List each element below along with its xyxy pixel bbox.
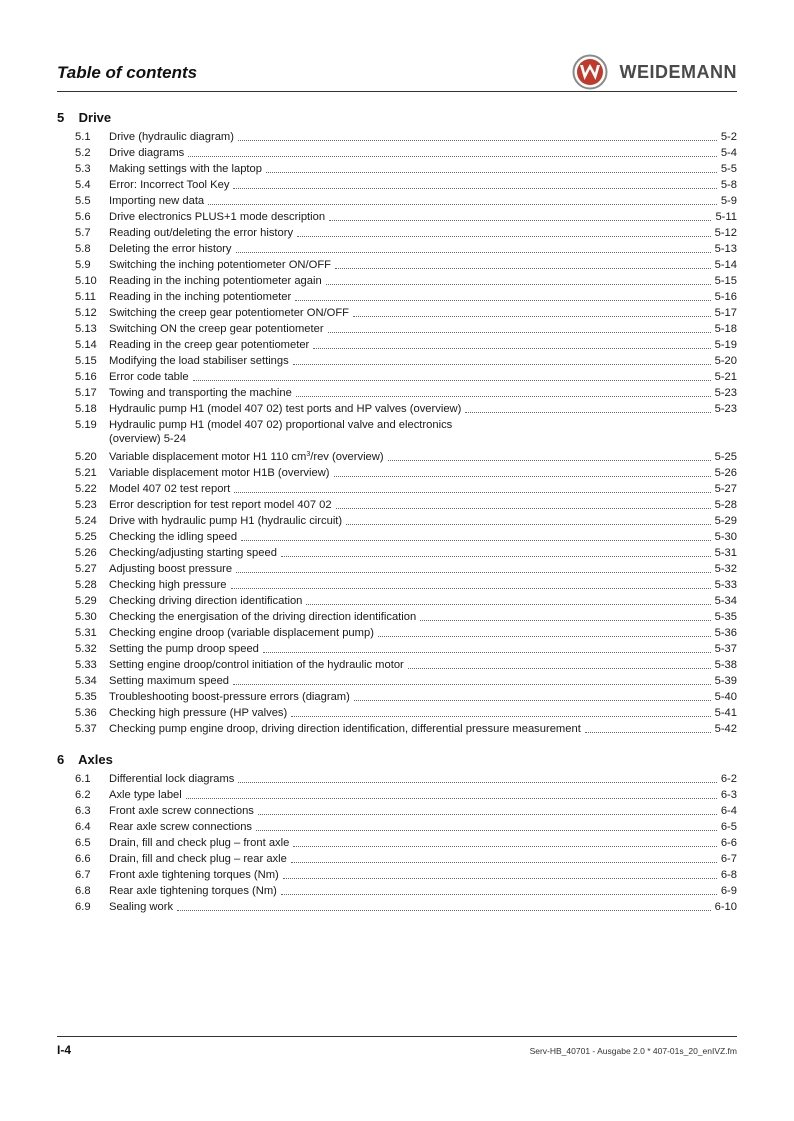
- toc-entry-title-text: Reading in the creep gear potentiometer: [109, 339, 310, 351]
- section-heading: [57, 752, 737, 770]
- toc-entry-page: 5-30: [714, 531, 737, 543]
- toc-entry-title-text: Variable displacement motor H1B (overview): [109, 467, 330, 479]
- toc-entry-title: [109, 402, 461, 416]
- toc-entry-page: 5-15: [714, 275, 737, 287]
- toc-entry-number: 5.26: [75, 547, 97, 559]
- toc-entry[interactable]: [57, 640, 737, 656]
- toc-entry-title: [109, 852, 287, 866]
- toc-entry[interactable]: [57, 818, 737, 834]
- toc-entry-page: 5-9: [720, 195, 737, 207]
- toc-entry-number: 5.7: [75, 227, 91, 239]
- toc-entry[interactable]: [57, 528, 737, 544]
- toc-entry-page: 5-20: [714, 355, 737, 367]
- toc-entry-number: 5.18: [75, 403, 97, 415]
- dot-leader: [408, 667, 711, 669]
- toc-entry[interactable]: [57, 288, 737, 304]
- toc-entry-number: 5.37: [75, 723, 97, 735]
- toc-entry-title-text: Drive electronics PLUS+1 mode description: [109, 211, 326, 223]
- toc-entry[interactable]: [57, 802, 737, 818]
- toc-entry[interactable]: [57, 608, 737, 624]
- toc-entry-title-text: Rear axle screw connections: [109, 821, 253, 833]
- dot-leader: [193, 379, 711, 381]
- toc-entry-title-text: Setting engine droop/control initiation of the hydraulic motor: [109, 659, 404, 671]
- dot-leader: [388, 459, 711, 461]
- toc-entry-title-text: Hydraulic pump H1 (model 407 02) proportional valve and electronics: [109, 419, 453, 431]
- toc-entry-page: 5-38: [714, 659, 737, 671]
- toc-entry-number: 6.8: [75, 885, 91, 897]
- toc-entry-title-text: Drive with hydraulic pump H1 (hydraulic circuit): [109, 515, 343, 527]
- toc-entry-title: [109, 610, 416, 624]
- dot-leader: [281, 555, 711, 557]
- dot-leader: [186, 797, 717, 799]
- toc-entry-title: [109, 900, 173, 914]
- toc-entry-number: 5.29: [75, 595, 97, 607]
- toc-entry[interactable]: [57, 208, 737, 224]
- toc-entry[interactable]: [57, 898, 737, 914]
- toc-entry-title-text: Sealing work: [109, 901, 174, 913]
- toc-entry-page: 5-17: [714, 307, 737, 319]
- toc-entry-title-text: Importing new data: [109, 195, 205, 207]
- toc-entry-number: 5.6: [75, 211, 91, 223]
- toc-entry-title-text: Reading in the inching potentiometer again: [109, 275, 322, 287]
- dot-leader: [236, 571, 710, 573]
- toc-entry-title-text: Error code table: [109, 371, 189, 383]
- toc-entry[interactable]: [57, 544, 737, 560]
- page-number: I-4: [57, 1043, 72, 1057]
- dot-leader: [295, 299, 710, 301]
- toc-entry-title: [109, 674, 229, 688]
- toc-entry-title-text: Axle type label: [109, 789, 182, 801]
- toc-entry-title-text: Modifying the load stabiliser settings: [109, 355, 289, 367]
- toc-entry-title: [109, 722, 581, 736]
- toc-entry-title-text: Reading out/deleting the error history: [109, 227, 294, 239]
- file-reference: Serv-HB_40701 - Ausgabe 2.0 * 407-01s_20_enIVZ.fm: [529, 1046, 737, 1056]
- dot-leader: [353, 315, 711, 317]
- toc-entry-page: 5-19: [714, 339, 737, 351]
- toc-entry-page: 5-42: [714, 723, 737, 735]
- toc-entry-title-text: Front axle screw connections: [109, 805, 254, 817]
- toc-entry-title-text: Switching ON the creep gear potentiometer: [109, 323, 324, 335]
- toc-entry-number: 6.2: [75, 789, 91, 801]
- dot-leader: [378, 635, 711, 637]
- toc-entry-page: 6-10: [714, 901, 737, 913]
- toc-entry-number: 6.7: [75, 869, 91, 881]
- toc-entry-number: 5.28: [75, 579, 97, 591]
- toc-entry-number: 5.24: [75, 515, 97, 527]
- toc-entry-title: [109, 322, 324, 336]
- toc-entry-title: [109, 594, 302, 608]
- toc-entry-title-text: Rear axle tightening torques (Nm): [109, 885, 277, 897]
- toc-entry-list: [57, 770, 737, 914]
- toc-entry[interactable]: [57, 320, 737, 336]
- toc-entry-page: 5-32: [714, 563, 737, 575]
- company-logo: [572, 54, 738, 90]
- dot-leader: [238, 781, 716, 783]
- toc-entry-page: 5-37: [714, 643, 737, 655]
- dot-leader: [328, 331, 711, 333]
- toc-entry-title: [109, 498, 332, 512]
- toc-entry-title: [109, 290, 291, 304]
- toc-entry-number: 5.30: [75, 611, 97, 623]
- toc-entry-number: 5.21: [75, 467, 97, 479]
- toc-entry-title: [109, 578, 227, 592]
- toc-entry-title: [109, 820, 252, 834]
- dot-leader: [291, 715, 710, 717]
- toc-entry[interactable]: [57, 592, 737, 608]
- toc-entry-page: 5-16: [714, 291, 737, 303]
- toc-entry[interactable]: [57, 176, 737, 192]
- toc-entry-title: [109, 772, 234, 786]
- dot-leader: [188, 155, 717, 157]
- toc-entry-page: 5-27: [714, 483, 737, 495]
- toc-entry-title: [109, 482, 230, 496]
- toc-entry-page: 6-2: [720, 773, 737, 785]
- dot-leader: [335, 267, 711, 269]
- toc-entry[interactable]: [57, 464, 737, 480]
- dot-leader: [293, 845, 716, 847]
- toc-entry-title: [109, 194, 204, 208]
- toc-entry-page: 5-5: [720, 163, 737, 175]
- toc-entry[interactable]: [57, 128, 737, 144]
- toc-entry-page: 5-29: [714, 515, 737, 527]
- toc-entry-number: 5.23: [75, 499, 97, 511]
- toc-entry[interactable]: [57, 480, 737, 496]
- toc-entry-title: [109, 530, 237, 544]
- logo-wordmark: WEIDEMANN: [619, 61, 737, 82]
- dot-leader: [313, 347, 710, 349]
- toc-entry-number: 5.8: [75, 243, 91, 255]
- dot-leader: [258, 813, 717, 815]
- section-heading: [57, 110, 737, 128]
- toc-entry-title: [109, 162, 262, 176]
- toc-entry-page: 6-8: [720, 869, 737, 881]
- toc-entry-title: [109, 514, 342, 528]
- toc-entry-page: 6-6: [720, 837, 737, 849]
- toc-entry-number: 5.33: [75, 659, 97, 671]
- dot-leader: [420, 619, 710, 621]
- toc-entry[interactable]: [57, 224, 737, 240]
- toc-entry[interactable]: [57, 336, 737, 352]
- toc-entry-title: [109, 258, 331, 272]
- toc-entry-title-text: Deleting the error history: [109, 243, 232, 255]
- toc-entry-title-text: Making settings with the laptop: [109, 163, 262, 175]
- toc-entry-title-text: Hydraulic pump H1 (model 407 02) test ports and HP valves (overview): [109, 403, 462, 415]
- toc-entry-number: 5.13: [75, 323, 97, 335]
- superscript: 3: [306, 451, 311, 458]
- toc-entry[interactable]: [57, 272, 737, 288]
- toc-entry-title: [109, 210, 325, 224]
- toc-entry-title: [109, 354, 289, 368]
- toc-entry-page: 5-33: [714, 579, 737, 591]
- toc-entry[interactable]: [57, 624, 737, 640]
- toc-entry-title: [109, 642, 259, 656]
- toc-entry-number: 5.2: [75, 147, 91, 159]
- toc-entry-page: 5-31: [714, 547, 737, 559]
- page-header: [57, 54, 737, 94]
- toc-entry-title: [109, 836, 289, 850]
- toc-entry[interactable]: [57, 192, 737, 208]
- dot-leader: [336, 507, 711, 509]
- toc-entry-page: 5-28: [714, 499, 737, 511]
- toc-entry-title-text: Towing and transporting the machine: [109, 387, 292, 399]
- toc-entry[interactable]: [57, 560, 737, 576]
- dot-leader: [326, 283, 711, 285]
- dot-leader: [354, 699, 711, 701]
- toc-entry-title: [109, 306, 349, 320]
- toc-entry-number: 5.25: [75, 531, 97, 543]
- toc-entry-title-text: Variable displacement motor H1 110 cm: [109, 451, 307, 463]
- toc-entry-title-text: Setting the pump droop speed: [109, 643, 259, 655]
- toc-entry[interactable]: [57, 368, 737, 384]
- document-title: Table of contents: [57, 63, 198, 82]
- toc-entry-title: [109, 804, 254, 818]
- toc-entry-number: 5.4: [75, 179, 91, 191]
- toc-entry-title-text: Checking the energisation of the driving direction identification: [109, 611, 417, 623]
- toc-entry-title: [109, 690, 350, 704]
- dot-leader: [208, 203, 717, 205]
- toc-entry-title-text: Error: Incorrect Tool Key: [109, 179, 230, 191]
- toc-entry[interactable]: [57, 850, 737, 866]
- toc-entry-number: 5.10: [75, 275, 97, 287]
- toc-entry-page: 5-12: [714, 227, 737, 239]
- toc-entry-number: 5.36: [75, 707, 97, 719]
- toc-entry-page: 5-36: [714, 627, 737, 639]
- toc-entry-page: 5-39: [714, 675, 737, 687]
- dot-leader: [238, 139, 717, 141]
- toc-entry-title-text: Reading in the inching potentiometer: [109, 291, 292, 303]
- toc-entry-page: 5-14: [714, 259, 737, 271]
- toc-entry-page: 6-5: [720, 821, 737, 833]
- toc-entry-title-text: Drain, fill and check plug – rear axle: [109, 853, 287, 865]
- toc-entry-title-continuation: (overview) 5-24: [109, 433, 187, 445]
- toc-entry-title-text: Checking the idling speed: [109, 531, 238, 543]
- toc-entry[interactable]: [57, 834, 737, 850]
- toc-entry-title: [109, 658, 404, 672]
- toc-entry-title: [109, 626, 374, 640]
- toc-entry-page: 6-9: [720, 885, 737, 897]
- section-axles: [57, 752, 737, 914]
- toc-entry[interactable]: [57, 720, 737, 736]
- toc-entry-title: [109, 562, 232, 576]
- toc-entry-number: 5.14: [75, 339, 97, 351]
- toc-entry-number: 6.3: [75, 805, 91, 817]
- toc-entry-page: 5-34: [714, 595, 737, 607]
- toc-entry[interactable]: [57, 770, 737, 786]
- dot-leader: [236, 251, 711, 253]
- toc-entry[interactable]: [57, 672, 737, 688]
- toc-entry-number: 6.4: [75, 821, 91, 833]
- footer-divider: [57, 1036, 737, 1037]
- dot-leader: [241, 539, 710, 541]
- toc-entry-title-text: Error description for test report model 407 02: [109, 499, 332, 511]
- section-title: Axles: [78, 752, 113, 767]
- dot-leader: [231, 587, 711, 589]
- toc-entry-title: [109, 546, 277, 560]
- toc-entry[interactable]: [57, 882, 737, 898]
- toc-entry-title-text: Checking pump engine droop, driving direction identification, differential pressure measurement: [109, 723, 581, 735]
- toc-entry-number: 5.34: [75, 675, 97, 687]
- toc-entry[interactable]: [57, 496, 737, 512]
- toc-entry-page: 5-2: [720, 131, 737, 143]
- section-drive: [57, 110, 737, 736]
- toc-entry[interactable]: [57, 576, 737, 592]
- dot-leader: [346, 523, 710, 525]
- toc-entry[interactable]: [57, 866, 737, 882]
- toc-entry-title: [109, 274, 322, 288]
- toc-entry-page: 5-18: [714, 323, 737, 335]
- toc-entry-page: 6-4: [720, 805, 737, 817]
- toc-entry-title-text: Checking/adjusting starting speed: [109, 547, 277, 559]
- toc-entry-title-text: Troubleshooting boost-pressure errors (diagram): [109, 691, 350, 703]
- toc-entry-title-text: Adjusting boost pressure: [109, 563, 233, 575]
- header-divider: [57, 91, 737, 92]
- toc-entry-title: [109, 130, 234, 144]
- toc-entry-title: [109, 884, 277, 898]
- toc-entry-title: [109, 242, 232, 256]
- toc-entry-title-text: Switching the inching potentiometer ON/OFF: [109, 259, 331, 271]
- toc-entry-title-text: Setting maximum speed: [109, 675, 230, 687]
- toc-entry-number: 5.20: [75, 451, 97, 463]
- toc-entry-number: 5.22: [75, 483, 97, 495]
- dot-leader: [585, 731, 711, 733]
- dot-leader: [281, 893, 717, 895]
- toc-entry[interactable]: [57, 256, 737, 272]
- dot-leader: [256, 829, 717, 831]
- toc-entry-title-text: Checking high pressure: [109, 579, 227, 591]
- toc-entry-number: 5.32: [75, 643, 97, 655]
- toc-entry-list: [57, 128, 737, 736]
- toc-entry[interactable]: [57, 704, 737, 720]
- toc-entry-title: [109, 370, 189, 384]
- dot-leader: [263, 651, 711, 653]
- toc-entry[interactable]: [57, 240, 737, 256]
- toc-entry-page: 5-40: [714, 691, 737, 703]
- toc-entry-title: [109, 868, 279, 882]
- toc-entry-number: 5.31: [75, 627, 97, 639]
- weidemann-logo-icon: [572, 54, 608, 90]
- toc-entry[interactable]: [57, 448, 737, 464]
- dot-leader: [465, 411, 710, 413]
- toc-entry-title-text: Switching the creep gear potentiometer ON/OFF: [109, 307, 350, 319]
- toc-entry-title-text: Drive (hydraulic diagram): [109, 131, 234, 143]
- toc-entry[interactable]: [57, 786, 737, 802]
- toc-entry-page: 6-7: [720, 853, 737, 865]
- toc-entry-number: 5.17: [75, 387, 97, 399]
- toc-entry-number: 5.15: [75, 355, 97, 367]
- toc-entry[interactable]: [57, 688, 737, 704]
- toc-entry-title-text: Differential lock diagrams: [109, 773, 235, 785]
- toc-entry-title-text: Checking high pressure (HP valves): [109, 707, 288, 719]
- toc-entry-title-text: Checking engine droop (variable displacement pump): [109, 627, 374, 639]
- toc-entry-number: 6.9: [75, 901, 91, 913]
- toc-entry-title: [109, 788, 182, 802]
- toc-entry-title: [109, 226, 293, 240]
- dot-leader: [233, 683, 711, 685]
- toc-entry-page: 5-23: [714, 403, 737, 415]
- toc-entry-page: 5-41: [714, 707, 737, 719]
- toc-entry-title-text: Drive diagrams: [109, 147, 185, 159]
- section-title: Drive: [78, 110, 112, 125]
- toc-entry[interactable]: [57, 160, 737, 176]
- toc-entry-title: [109, 386, 292, 400]
- dot-leader: [296, 395, 711, 397]
- dot-leader: [233, 187, 716, 189]
- toc-entry-page: 6-3: [720, 789, 737, 801]
- toc-entry[interactable]: [57, 352, 737, 368]
- toc-entry-page: 5-13: [714, 243, 737, 255]
- section-number: 6: [57, 752, 65, 767]
- toc-entry-number: 5.1: [75, 131, 91, 143]
- toc-entry-page: 5-4: [720, 147, 737, 159]
- dot-leader: [291, 861, 717, 863]
- toc-entry-title: [109, 178, 229, 192]
- toc-entry-number: 5.9: [75, 259, 91, 271]
- dot-leader: [283, 877, 717, 879]
- toc-entry-number: 5.5: [75, 195, 91, 207]
- toc-entry-page: 5-11: [715, 211, 737, 223]
- toc-entry-number: 5.35: [75, 691, 97, 703]
- dot-leader: [234, 491, 710, 493]
- toc-entry-page: 5-8: [720, 179, 737, 191]
- section-number: 5: [57, 110, 65, 125]
- toc-entry[interactable]: [57, 144, 737, 160]
- dot-leader: [329, 219, 711, 221]
- toc-entry-page: 5-25: [714, 451, 737, 463]
- toc-entry-number: 5.27: [75, 563, 97, 575]
- toc-entry[interactable]: [57, 512, 737, 528]
- toc-entry-number: 5.16: [75, 371, 97, 383]
- toc-entry-number: 6.6: [75, 853, 91, 865]
- toc-entry-number: 5.12: [75, 307, 97, 319]
- toc-entry-title: [109, 450, 384, 464]
- toc-entry[interactable]: [57, 304, 737, 320]
- toc-entry-number: 5.19: [75, 419, 97, 431]
- toc-entry[interactable]: [57, 656, 737, 672]
- dot-leader: [334, 475, 711, 477]
- toc-entry-title: [109, 466, 330, 480]
- toc-entry-page: 5-21: [714, 371, 737, 383]
- dot-leader: [293, 363, 711, 365]
- toc-entry-title-text: Front axle tightening torques (Nm): [109, 869, 279, 881]
- dot-leader: [306, 603, 710, 605]
- toc-entry[interactable]: [57, 416, 737, 448]
- toc-entry-title-text: Model 407 02 test report: [109, 483, 231, 495]
- toc-entry-title: [109, 338, 309, 352]
- toc-entry-number: 5.11: [75, 291, 96, 303]
- toc-entry-page: 5-26: [714, 467, 737, 479]
- toc-entry-title-text: Drain, fill and check plug – front axle: [109, 837, 290, 849]
- dot-leader: [177, 909, 711, 911]
- toc-entry[interactable]: [57, 400, 737, 416]
- toc-entry-page: 5-23: [714, 387, 737, 399]
- toc-entry-title-text: Checking driving direction identification: [109, 595, 303, 607]
- dot-leader: [297, 235, 711, 237]
- dot-leader: [266, 171, 717, 173]
- toc-entry-number: 6.1: [75, 773, 91, 785]
- toc-entry[interactable]: [57, 384, 737, 400]
- toc-entry-number: 6.5: [75, 837, 91, 849]
- toc-entry-title: [109, 146, 184, 160]
- toc-entry-title: [109, 706, 287, 720]
- toc-entry-title-suffix: /rev (overview): [310, 451, 384, 463]
- toc-entry-page: 5-35: [714, 611, 737, 623]
- toc-entry-number: 5.3: [75, 163, 91, 175]
- toc-entry-title: [109, 418, 452, 446]
